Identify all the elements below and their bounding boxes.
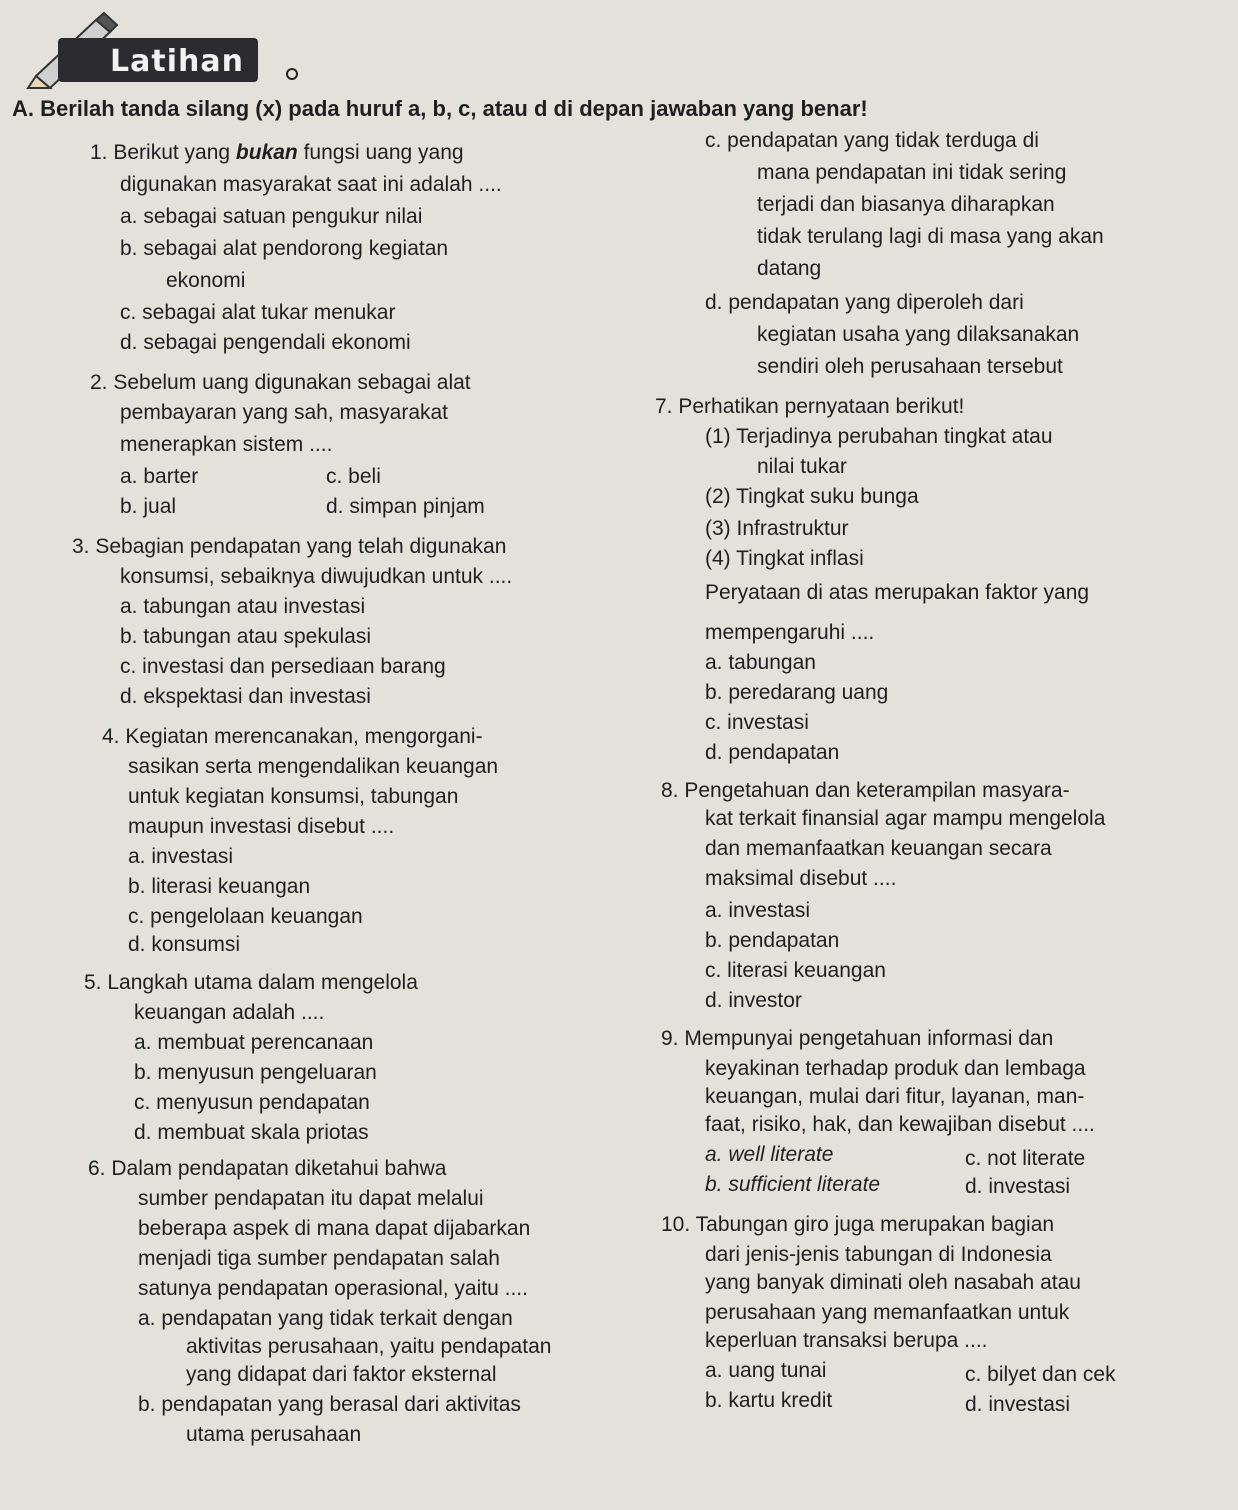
text-line: beberapa aspek di mana dapat dijabarkan <box>138 1217 531 1240</box>
text-line: c. sebagai alat tukar menukar <box>120 301 396 324</box>
text-line: d. investasi <box>965 1393 1071 1416</box>
text-line: d. pendapatan yang diperoleh dari <box>705 291 1024 314</box>
text-line: datang <box>757 257 822 280</box>
header-dot <box>286 68 298 80</box>
text-line: d. investor <box>705 989 802 1012</box>
text-line: 1. Berikut yang bukan fungsi uang yang <box>90 141 464 164</box>
text-line: sendiri oleh perusahaan tersebut <box>757 355 1063 378</box>
text-line: b. tabungan atau spekulasi <box>120 625 372 648</box>
text-line: c. investasi <box>705 711 809 734</box>
text-line: ekonomi <box>166 269 246 292</box>
text-line: a. sebagai satuan pengukur nilai <box>120 205 423 228</box>
text-line: a. investasi <box>128 845 234 868</box>
exercise-header <box>18 10 298 90</box>
instruction-text: A. Berilah tanda silang (x) pada huruf a, b, c, atau d di depan jawaban yang benar! <box>12 96 868 121</box>
text-line: c. beli <box>326 465 381 488</box>
text-line: satunya pendapatan operasional, yaitu .... <box>138 1277 528 1300</box>
text-line: b. menyusun pengeluaran <box>134 1061 377 1084</box>
text-line: yang didapat dari faktor eksternal <box>186 1363 497 1386</box>
text-line: sasikan serta mengendalikan keuangan <box>128 755 499 778</box>
text-line: untuk kegiatan konsumsi, tabungan <box>128 785 459 808</box>
text-line: c. bilyet dan cek <box>965 1363 1116 1386</box>
text-line: c. not literate <box>965 1147 1086 1170</box>
text-line: menjadi tiga sumber pendapatan salah <box>138 1247 500 1270</box>
text-line: maupun investasi disebut .... <box>128 815 395 838</box>
text-line: d. investasi <box>965 1175 1071 1198</box>
text-line: 5. Langkah utama dalam mengelola <box>84 971 418 994</box>
text-line: digunakan masyarakat saat ini adalah .... <box>120 173 502 196</box>
text-line: dan memanfaatkan keuangan secara <box>705 837 1052 860</box>
text-line: b. jual <box>120 495 177 518</box>
text-line: dari jenis-jenis tabungan di Indonesia <box>705 1243 1052 1266</box>
text-line: utama perusahaan <box>186 1423 362 1446</box>
text-line: keyakinan terhadap produk dan lembaga <box>705 1057 1086 1080</box>
text-line: a. barter <box>120 465 199 488</box>
text-line: c. investasi dan persediaan barang <box>120 655 446 678</box>
text-line: faat, risiko, hak, dan kewajiban disebut .... <box>705 1113 1095 1136</box>
text-line: b. sufficient literate <box>705 1173 881 1196</box>
text-line: 10. Tabungan giro juga merupakan bagian <box>661 1213 1055 1236</box>
text-line: a. uang tunai <box>705 1359 827 1382</box>
text-line: keperluan transaksi berupa .... <box>705 1329 988 1352</box>
header-title: Latihan <box>110 44 244 79</box>
text-line: a. well literate <box>705 1143 834 1166</box>
text-line: c. pengelolaan keuangan <box>128 905 363 928</box>
text-line: kegiatan usaha yang dilaksanakan <box>757 323 1080 346</box>
text-line: 3. Sebagian pendapatan yang telah digunakan <box>72 535 507 558</box>
text-line: 7. Perhatikan pernyataan berikut! <box>655 395 965 418</box>
text-line: (2) Tingkat suku bunga <box>705 485 919 508</box>
text-line: konsumsi, sebaiknya diwujudkan untuk .... <box>120 565 513 588</box>
text-line: b. literasi keuangan <box>128 875 311 898</box>
text-line: b. kartu kredit <box>705 1389 833 1412</box>
text-line: a. tabungan <box>705 651 816 674</box>
text-line: a. investasi <box>705 899 811 922</box>
text-line: maksimal disebut .... <box>705 867 897 890</box>
text-line: d. pendapatan <box>705 741 840 764</box>
text-line: terjadi dan biasanya diharapkan <box>757 193 1055 216</box>
text-line: mana pendapatan ini tidak sering <box>757 161 1067 184</box>
text-line: tidak terulang lagi di masa yang akan <box>757 225 1104 248</box>
text-line: d. ekspektasi dan investasi <box>120 685 371 708</box>
text-line: keuangan, mulai dari fitur, layanan, man- <box>705 1085 1085 1108</box>
text-line: c. menyusun pendapatan <box>134 1091 370 1114</box>
text-line: d. simpan pinjam <box>326 495 485 518</box>
text-line: a. tabungan atau investasi <box>120 595 366 618</box>
text-line: b. pendapatan <box>705 929 840 952</box>
text-line: keuangan adalah .... <box>134 1001 325 1024</box>
text-line: mempengaruhi .... <box>705 621 875 644</box>
text-line: d. konsumsi <box>128 933 241 956</box>
text-line: a. membuat perencanaan <box>134 1031 374 1054</box>
text-line: b. pendapatan yang berasal dari aktivitas <box>138 1393 521 1416</box>
text-line: d. sebagai pengendali ekonomi <box>120 331 411 354</box>
text-line: a. pendapatan yang tidak terkait dengan <box>138 1307 513 1330</box>
text-line: sumber pendapatan itu dapat melalui <box>138 1187 484 1210</box>
text-line: 6. Dalam pendapatan diketahui bahwa <box>88 1157 447 1180</box>
text-line: c. literasi keuangan <box>705 959 886 982</box>
text-line: (3) Infrastruktur <box>705 517 849 540</box>
text-line: nilai tukar <box>757 455 847 478</box>
text-line: (1) Terjadinya perubahan tingkat atau <box>705 425 1053 448</box>
text-line: (4) Tingkat inflasi <box>705 547 864 570</box>
text-line: perusahaan yang memanfaatkan untuk <box>705 1301 1070 1324</box>
text-line: c. pendapatan yang tidak terduga di <box>705 129 1039 152</box>
text-line: 2. Sebelum uang digunakan sebagai alat <box>90 371 471 394</box>
text-line: yang banyak diminati oleh nasabah atau <box>705 1271 1081 1294</box>
text-line: aktivitas perusahaan, yaitu pendapatan <box>186 1335 552 1358</box>
text-line: 8. Pengetahuan dan keterampilan masyara- <box>661 779 1070 802</box>
text-line: 4. Kegiatan merencanakan, mengorgani- <box>102 725 483 748</box>
text-line: menerapkan sistem .... <box>120 433 333 456</box>
text-line: kat terkait finansial agar mampu mengelola <box>705 807 1106 830</box>
text-line: 9. Mempunyai pengetahuan informasi dan <box>661 1027 1054 1050</box>
text-line: d. membuat skala priotas <box>134 1121 369 1144</box>
text-line: b. sebagai alat pendorong kegiatan <box>120 237 449 260</box>
text-line: Peryataan di atas merupakan faktor yang <box>705 581 1090 604</box>
text-line: b. peredarang uang <box>705 681 889 704</box>
text-line: pembayaran yang sah, masyarakat <box>120 401 449 424</box>
